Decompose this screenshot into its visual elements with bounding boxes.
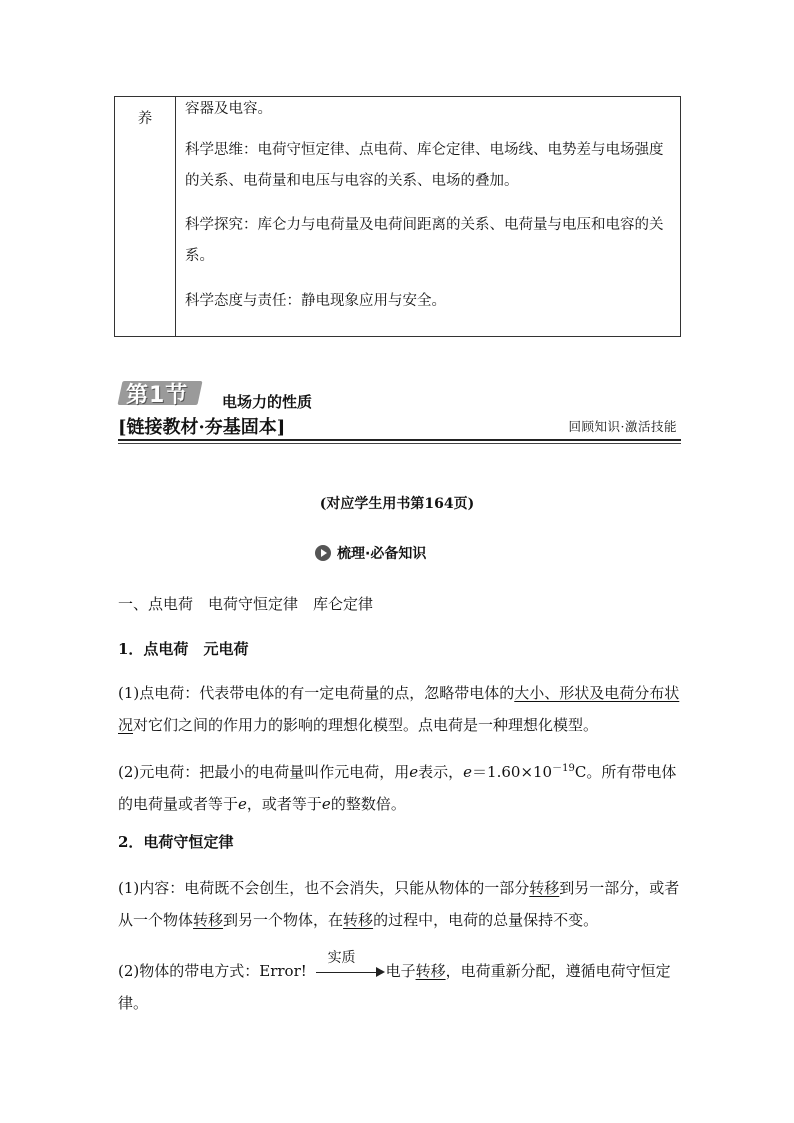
section-title: 电场力的性质 (222, 393, 313, 411)
banner-title: [链接教材·夯基固本] (118, 417, 286, 438)
page-reference: (对应学生用书第164页) (319, 496, 475, 512)
table-line-3: 科学探究：库仑力与电荷量及电荷间距离的关系、电荷量与电压和电容的关系。 (185, 217, 664, 264)
table-line-4: 科学态度与责任：静电现象应用与安全。 (185, 293, 446, 309)
heading-3: 2．电荷守恒定律 (118, 833, 234, 851)
table-divider (175, 97, 176, 336)
paragraph-conservation: (1)内容：电荷既不会创生，也不会消失，只能从物体的一部分转移到另一部分，或者从一个物体转移到另一个物体，在转移的过程中，电荷的总量保持不变。 (118, 879, 680, 929)
section-badge (120, 378, 202, 407)
literacy-table (114, 96, 681, 337)
table-line-1: 容器及电容。 (185, 101, 272, 117)
banner-rule-thin (118, 443, 681, 444)
table-left-cell: 养 (137, 111, 153, 127)
paragraph-charging-methods: (2)物体的带电方式：Error! 实质 电子转移，电荷重新分配，遵循电荷守恒定律。 (118, 955, 680, 1019)
arrow-icon (312, 950, 386, 980)
heading-2: 1．点电荷 元电荷 (118, 640, 249, 658)
badge-text: 第1节 (126, 383, 189, 408)
table-line-2: 科学思维：电荷守恒定律、点电荷、库仑定律、电场线、电势差与电场强度的关系、电荷量和电压与电容的关系、电场的叠加。 (185, 142, 664, 189)
play-icon (315, 545, 331, 561)
paragraph-point-charge: (1)点电荷：代表带电体的有一定电荷量的点，忽略带电体的大小、形状及电荷分布状况对它们之间的作用力的影响的理想化模型。点电荷是一种理想化模型。 (118, 684, 680, 734)
banner-right: 回顾知识·激活技能 (568, 419, 677, 434)
heading-1: 一、点电荷 电荷守恒定律 库仑定律 (118, 595, 374, 613)
arrow-label: 实质 (327, 950, 356, 966)
underlined-term: 大小、形状及电荷分布状况 (118, 684, 680, 734)
paragraph-elementary-charge: (2)元电荷：把最小的电荷量叫作元电荷，用e表示，$e=1.60\times 10^{-19}C$。所有带电体的电荷量或者等于e，或者等于e的整数倍。 (118, 763, 677, 813)
banner-rule (118, 439, 681, 441)
subheading: 梳理·必备知识 (337, 546, 427, 562)
